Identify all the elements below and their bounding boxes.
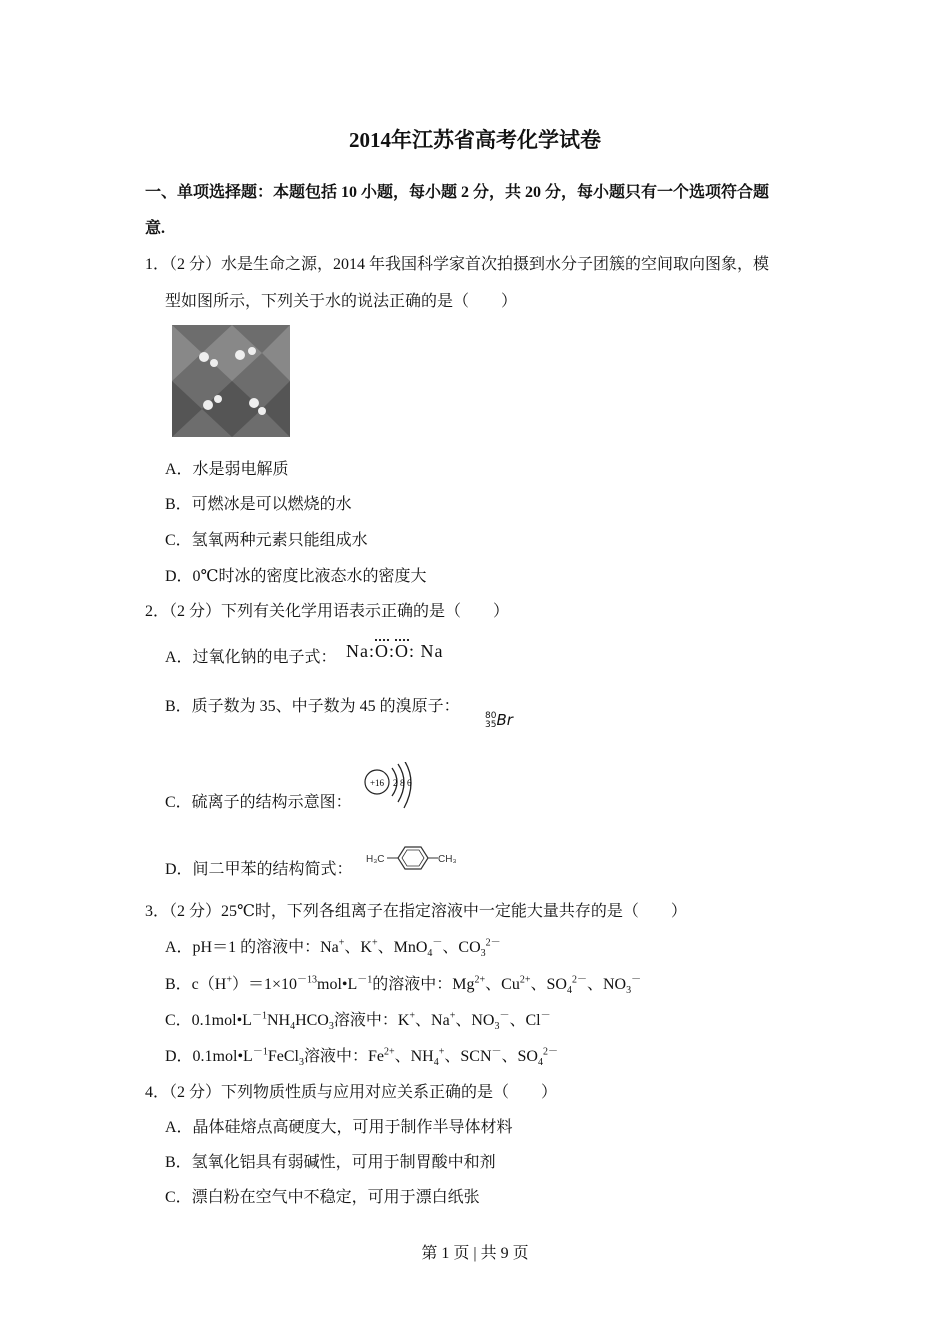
formula-text: 的溶液中：Mg [372, 976, 475, 993]
formula-text: C．0.1mol•L [165, 1012, 252, 1029]
bromine-isotope-symbol [485, 710, 513, 730]
formula-text: 溶液中：K [333, 1012, 410, 1029]
subscript-text: 3 [328, 1021, 334, 1033]
shell-1: 2 [393, 778, 398, 788]
formula-text: 、NH [394, 1048, 434, 1065]
supscript-text: + [371, 937, 378, 949]
supscript-text: 2+ [383, 1046, 395, 1058]
q2-option-c: C．硫离子的结构示意图： [165, 794, 352, 811]
formula-text: HCO [295, 1012, 329, 1029]
formula-text: 、Cu [485, 976, 520, 993]
supscript-text: 2－ [542, 1046, 558, 1058]
page-title: 2014年江苏省高考化学试卷 [349, 128, 601, 152]
q1-stem-cont: 型如图所示，下列关于水的说法正确的是（ ） [165, 293, 518, 310]
shell-3: 6 [407, 778, 412, 788]
subscript-text: 4 [427, 948, 433, 960]
q4-stem: 4．（2 分）下列物质性质与应用对应关系正确的是（ ） [145, 1084, 558, 1101]
formula-text: 、SO [501, 1048, 538, 1065]
formula-text: ）＝1×10 [231, 976, 298, 993]
supscript-text: －1 [251, 1010, 267, 1022]
oxygen-2: O [395, 641, 410, 661]
oxygen-1: O [375, 641, 390, 661]
formula-text: 、SCN [444, 1048, 492, 1065]
formula-text: NH [266, 1012, 291, 1029]
q2-option-d: D．间二甲苯的结构简式： [165, 861, 353, 878]
formula-text: B．c（H [165, 976, 227, 993]
mass-number: 80 [485, 710, 497, 721]
right-methyl: CH₃ [438, 854, 457, 865]
shell-2: 8 [400, 778, 405, 788]
subscript-text: 4 [566, 985, 572, 997]
subscript-text: 3 [626, 985, 632, 997]
left-methyl: H₃C [366, 854, 385, 865]
element-symbol: Br [496, 711, 513, 729]
formula-text: 、NO [586, 976, 627, 993]
formula-text: 、SO [530, 976, 567, 993]
supscript-text: + [338, 937, 345, 949]
formula-text: 、Cl [509, 1012, 541, 1029]
subscript-text: 4 [290, 1021, 296, 1033]
q1-option-c: C．氢氧两种元素只能组成水 [165, 532, 368, 549]
nucleus-charge: +16 [369, 778, 385, 788]
q2-option-a: A．过氧化钠的电子式： [165, 649, 337, 666]
section-heading: 一、单项选择题：本题包括 10 小题，每小题 2 分，共 20 分，每小题只有一个选项符合题 [145, 184, 770, 201]
sodium-peroxide-electron-formula: Na:O:O: Na [346, 641, 444, 661]
q2-option-b: B．质子数为 35、中子数为 45 的溴原子： [165, 698, 460, 715]
q3-option-c [165, 1011, 551, 1031]
q1-option-a: A．水是弱电解质 [165, 461, 289, 478]
formula-text: 、K [344, 939, 372, 956]
q3-option-b [165, 975, 641, 995]
supscript-text: －13 [297, 974, 318, 986]
supscript-text: 2－ [485, 937, 501, 949]
q1-stem: 1．（2 分）水是生命之源，2014 年我国科学家首次拍摄到水分子团簇的空间取向图象，模 [145, 256, 770, 273]
formula-text: 、Na [415, 1012, 450, 1029]
subscript-text: 3 [494, 1021, 500, 1033]
q4-option-b: B．氢氧化铝具有弱碱性，可用于制胃酸中和剂 [165, 1154, 496, 1171]
q1-option-d: D．0℃时冰的密度比液态水的密度大 [165, 568, 427, 585]
subscript-text: 3 [480, 948, 486, 960]
q1-option-b: B．可燃冰是可以燃烧的水 [165, 496, 352, 513]
supscript-text: + [449, 1010, 456, 1022]
q3-stem: 3．（2 分）25℃时，下列各组离子在指定溶液中一定能大量共存的是（ ） [145, 903, 687, 920]
supscript-text: －1 [357, 974, 373, 986]
formula-text: mol•L [317, 976, 358, 993]
formula-text: 、NO [455, 1012, 495, 1029]
q3-option-a [165, 938, 501, 958]
supscript-text: －1 [252, 1046, 268, 1058]
supscript-text: － [499, 1010, 510, 1022]
q2-stem: 2．（2 分）下列有关化学用语表示正确的是（ ） [145, 603, 510, 620]
supscript-text: － [491, 1046, 502, 1058]
na-left: Na [346, 641, 369, 661]
atomic-number: 35 [485, 719, 497, 730]
supscript-text: 2－ [571, 974, 587, 986]
supscript-text: － [631, 974, 642, 986]
section-heading-cont: 意. [145, 220, 166, 237]
q4-option-c: C．漂白粉在空气中不稳定，可用于漂白纸张 [165, 1189, 480, 1206]
sulfur-ion-structure-diagram [360, 762, 420, 812]
formula-text: 、CO [442, 939, 481, 956]
formula-text: 、MnO [377, 939, 428, 956]
page-footer: 第 1 页 | 共 9 页 [421, 1245, 529, 1262]
supscript-text: － [432, 937, 443, 949]
water-cluster-image [172, 325, 294, 437]
supscript-text: + [438, 1046, 445, 1058]
subscript-text: 4 [537, 1057, 543, 1069]
supscript-text: － [540, 1010, 551, 1022]
formula-text: A．pH＝1 的溶液中：Na [165, 939, 339, 956]
formula-text: 溶液中：Fe [303, 1048, 384, 1065]
xylene-structure [366, 843, 462, 873]
formula-text: FeCl [267, 1048, 299, 1065]
formula-text: D．0.1mol•L [165, 1048, 253, 1065]
q4-option-a: A．晶体硅熔点高硬度大，可用于制作半导体材料 [165, 1119, 513, 1136]
supscript-text: 2+ [519, 974, 531, 986]
supscript-text: + [226, 974, 232, 986]
na-right: Na [420, 641, 444, 661]
supscript-text: 2+ [474, 974, 486, 986]
supscript-text: + [409, 1010, 416, 1022]
subscript-text: 4 [433, 1057, 439, 1069]
q3-option-d [165, 1047, 558, 1067]
subscript-text: 3 [298, 1057, 304, 1069]
